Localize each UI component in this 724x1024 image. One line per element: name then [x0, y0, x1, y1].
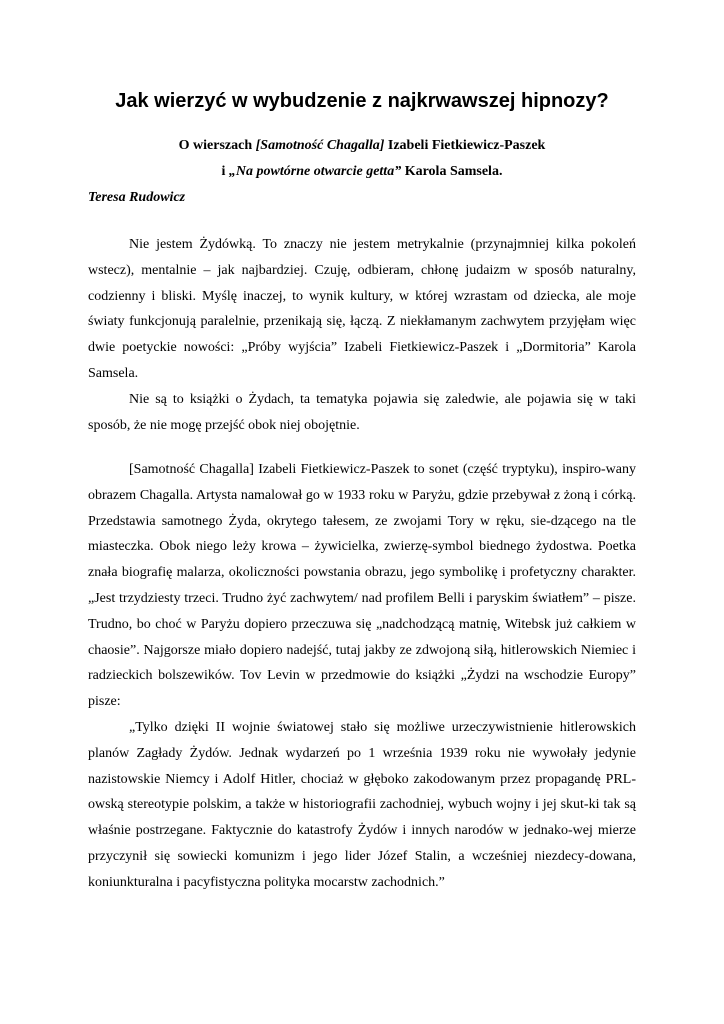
subtitle-line-2-prefix: i	[221, 164, 229, 179]
subtitle-line-1-italic: [Samotność Chagalla]	[255, 138, 385, 153]
document-subtitle	[88, 133, 636, 185]
paragraph-4-quote: „Tylko dzięki II wojnie światowej stało się możliwe urzeczywistnienie hitlerowskich planów Zagłady Żydów. Jednak wydarzeń po 1 września 1939 roku nie wywołały jedynie nazistowskie Niemcy i Adolf Hitler, chociaż w głęboko zakodowanym przez propagandę PRL-owską stereotypie polskim, a także w historiografii zachodniej, wybuch wojny i jej skut-ki tak są właśnie postrzegane. Faktycznie do katastrofy Żydów i innych narodów w jednako-wej mierze przyczynił się sowiecki komunizm i jego lider Józef Stalin, a wcześniej niezdecy-dowana, koniunkturalna i pacyfistyczna polityka mocarstw zachodnich.”	[88, 719, 636, 890]
document-page	[88, 0, 636, 1024]
document-author: Teresa Rudowicz	[88, 190, 186, 205]
subtitle-line-1	[88, 133, 636, 159]
main-section	[88, 457, 636, 896]
subtitle-line-2	[88, 159, 636, 185]
paragraph-1: Nie jestem Żydówką. To znaczy nie jestem metrykalnie (przynajmniej kilka pokoleń wstecz), mentalnie – jak najbardziej. Czuję, odbieram, chłonę judaizm w sposób naturalny, codzienny i bliski. Myślę inaczej, to wynik kultury, w której wzrastam od dziecka, ale moje światy funkcjonują paralelnie, przenikają się, łączą. Z niekłamanym zachwytem przyjęłam więc dwie poetyckie nowości: „Próby wyjścia” Izabeli Fietkiewicz-Paszek i „Dormitoria” Karola Samsela.	[88, 237, 636, 381]
subtitle-line-1-suffix: Izabeli Fietkiewicz-Paszek	[384, 138, 546, 153]
paragraph-3: [Samotność Chagalla] Izabeli Fietkiewicz-Paszek to sonet (część tryptyku), inspiro-wany obrazem Chagalla. Artysta namalował go w 1933 roku w Paryżu, gdzie przebywał z żoną i córką. Przedstawia samotnego Żyda, okrytego tałesem, ze zwojami Tory w ręku, sie-dzącego na tle miasteczka. Obok niego leży krowa – żywicielka, zwierzę-symbol biednego żydostwa. Poetka znała biografię malarza, okoliczności powstania obrazu, jego symbolikę i profetyczny charakter. „Jest trzydziesty trzeci. Trudno żyć zachwytem/ nad profilem Belli i paryskim światłem” – pisze. Trudno, bo choć w Paryżu dopiero przeczuwa się „nadchodzącą matnię, Witebsk już całkiem w chaosie”. Najgorsze miało dopiero nadejść, tutaj jakby ze zdwojoną siłą, hitlerowskich Niemiec i radzieckich bolszewików. Tov Levin w przedmowie do książki „Żydzi na wschodzie Europy” pisze:	[88, 462, 636, 710]
paragraph-2: Nie są to książki o Żydach, ta tematyka pojawia się zaledwie, ale pojawia się w taki sposób, że nie mogę przejść obok niej obojętnie.	[88, 391, 636, 433]
subtitle-line-2-suffix: Karola Samsela.	[401, 164, 503, 179]
document-title: Jak wierzyć w wybudzenie z najkrwawszej hipnozy?	[115, 90, 609, 112]
intro-section	[88, 232, 636, 438]
subtitle-line-1-prefix: O wierszach	[178, 138, 256, 153]
subtitle-line-2-italic: „Na powtórne otwarcie getta”	[228, 164, 402, 179]
